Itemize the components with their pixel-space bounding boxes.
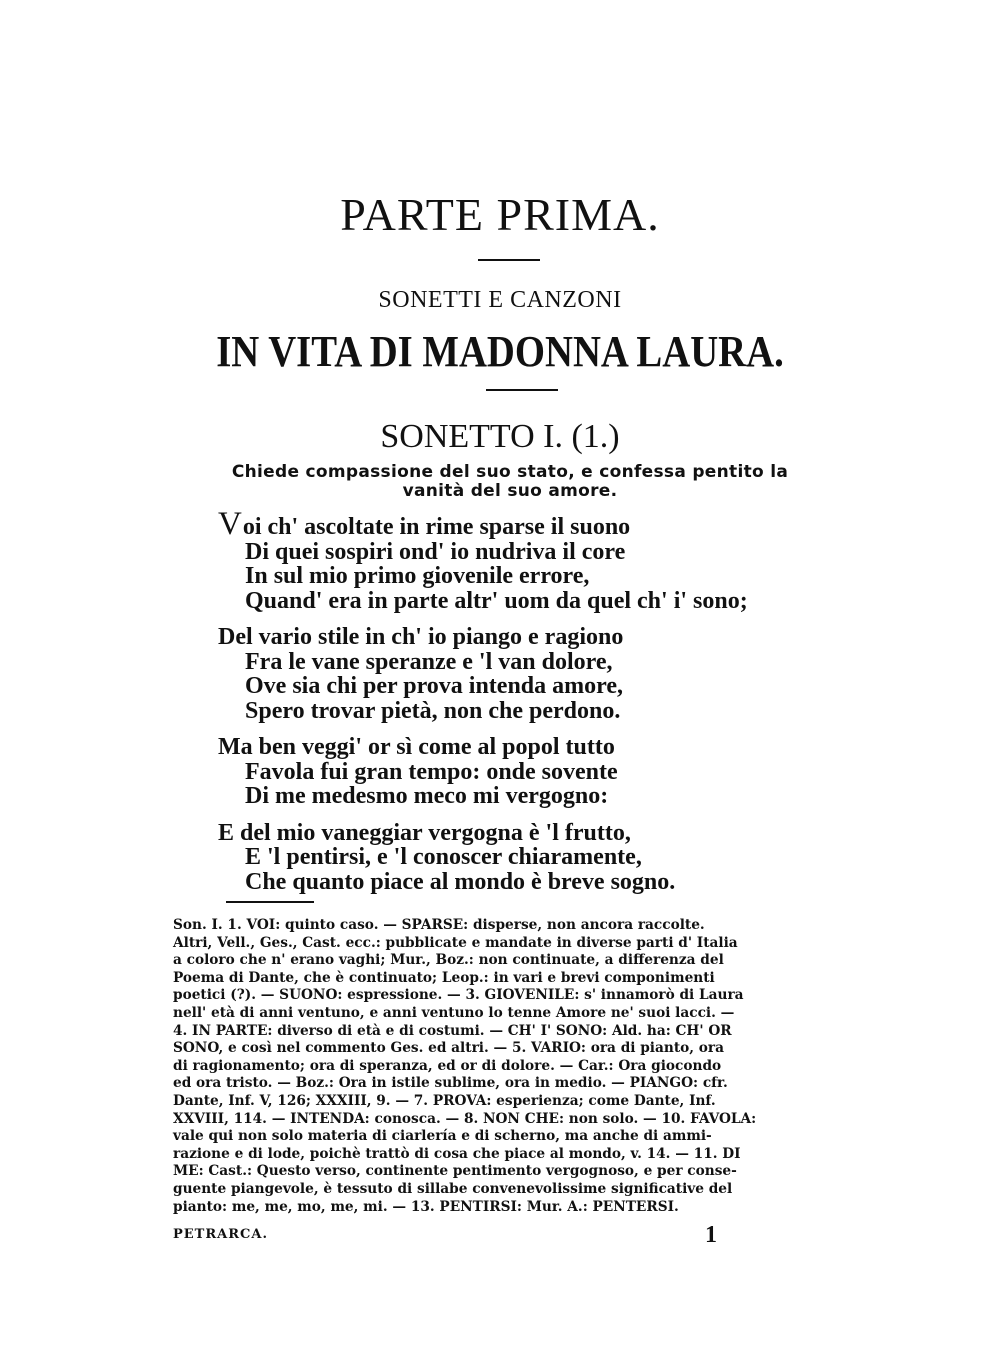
sonnet-title: SONETTO I. (1.)	[380, 418, 620, 455]
poem-line: Favola fui gran tempo: onde sovente	[245, 758, 618, 785]
main-title: IN VITA DI MADONNA LAURA.	[216, 327, 784, 376]
poem-line: Ma ben veggi' or sì come al popol tutto	[218, 734, 615, 760]
poem-line: E 'l pentirsi, e 'l conoscer chiaramente,	[245, 844, 642, 870]
poem-line: Del vario stile in ch' io piango e ragiono	[218, 624, 624, 650]
footnote-line: Poema di Dante, che è continuato; Leop.: in vari e brevi componimenti	[173, 969, 715, 986]
stanza-1	[218, 506, 798, 614]
footnote-line: a coloro che n' erano vaghi; Mur., Boz.: non continuate, a differenza del	[173, 952, 724, 969]
poem-line: In sul mio primo giovenile errore,	[245, 563, 590, 589]
page-number: 1	[705, 1222, 717, 1248]
footnote-line: SONO, e così nel commento Ges. ed altri. — 5. VARIO: ora di pianto, ora	[173, 1040, 725, 1057]
stanza-4	[218, 821, 798, 895]
poem	[218, 506, 798, 906]
title-divider	[478, 259, 540, 261]
poem-line: Di quei sospiri ond' io nudriva il core	[245, 538, 626, 565]
poem-line: Spero trovar pietà, non che perdono.	[245, 697, 621, 724]
footnote-line: di ragionamento; ora di speranza, ed or di dolore. — Car.: Ora giocondo	[173, 1057, 722, 1074]
footnotes	[173, 917, 829, 1216]
running-footer-author: PETRARCA.	[173, 1227, 269, 1242]
footnote-line: razione e di lode, poichè trattò di cosa che piace al mondo, v. 14. — 11. DI	[173, 1145, 741, 1162]
footnote-line: nell' età di anni ventuno, e anni ventuno lo tenne Amore ne' suoi lacci. —	[173, 1004, 735, 1021]
footnote-line: poetici (?). — SUONO: espressione. — 3. GIOVENILE: s' innamorò di Laura	[173, 987, 744, 1004]
poem-line: Fra le vane speranze e 'l van dolore,	[245, 648, 613, 675]
subtitle: SONETTI E CANZONI	[378, 287, 622, 313]
sonnet-argument: Chiede compassione del suo stato, e confessa pentito la vanità del suo amore.	[231, 462, 789, 501]
footnote-line: guente piangevole, è tessuto di sillabe convenevolissime significative del	[173, 1180, 733, 1197]
footnote-line: ME: Cast.: Questo verso, continente pentimento vergognoso, e per conse-	[173, 1163, 737, 1180]
footnote-line: pianto: me, me, mo, me, mi. — 13. PENTIRSI: Mur. A.: PENTERSI.	[173, 1198, 679, 1215]
part-title: PARTE PRIMA.	[340, 189, 660, 240]
footnote-line: ed ora tristo. — Boz.: Ora in istile sublime, ora in medio. — PIANGO: cfr.	[173, 1075, 728, 1092]
poem-line: E del mio vaneggiar vergogna è 'l frutto,	[218, 819, 631, 846]
footnote-line: Altri, Vell., Ges., Cast. ecc.: pubblicate e mandate in diverse parti d' Italia	[173, 934, 738, 951]
footnote-line: Son. I. 1. VOI: quinto caso. — SPARSE: disperse, non ancora raccolte.	[173, 917, 705, 933]
stanza-2	[218, 625, 798, 723]
footnote-line: vale qui non solo materia di ciarlería e di scherno, ma anche di ammi-	[173, 1128, 712, 1145]
section-divider	[486, 389, 558, 391]
poem-line: Voi ch' ascoltate in rime sparse il suono	[218, 506, 631, 542]
poem-line: Quand' era in parte altr' uom da quel ch' i' sono;	[245, 587, 748, 614]
drop-cap: V	[218, 506, 242, 542]
poem-line: Ove sia chi per prova intenda amore,	[245, 673, 623, 699]
footnote-line: 4. IN PARTE: diverso di età e di costumi. — CH' I' SONO: Ald. ha: CH' OR	[173, 1022, 732, 1039]
footnote-divider	[226, 901, 314, 903]
stanza-3	[218, 735, 798, 809]
footnote-line: Dante, Inf. V, 126; XXXIII, 9. — 7. PROVA: esperienza; come Dante, Inf.	[173, 1092, 716, 1109]
poem-line: Che quanto piace al mondo è breve sogno.	[245, 868, 676, 895]
footnote-line: XXVIII, 114. — INTENDA: conosca. — 8. NON CHE: non solo. — 10. FAVOLA:	[173, 1110, 757, 1127]
poem-line: Di me medesmo meco mi vergogno:	[245, 783, 609, 809]
